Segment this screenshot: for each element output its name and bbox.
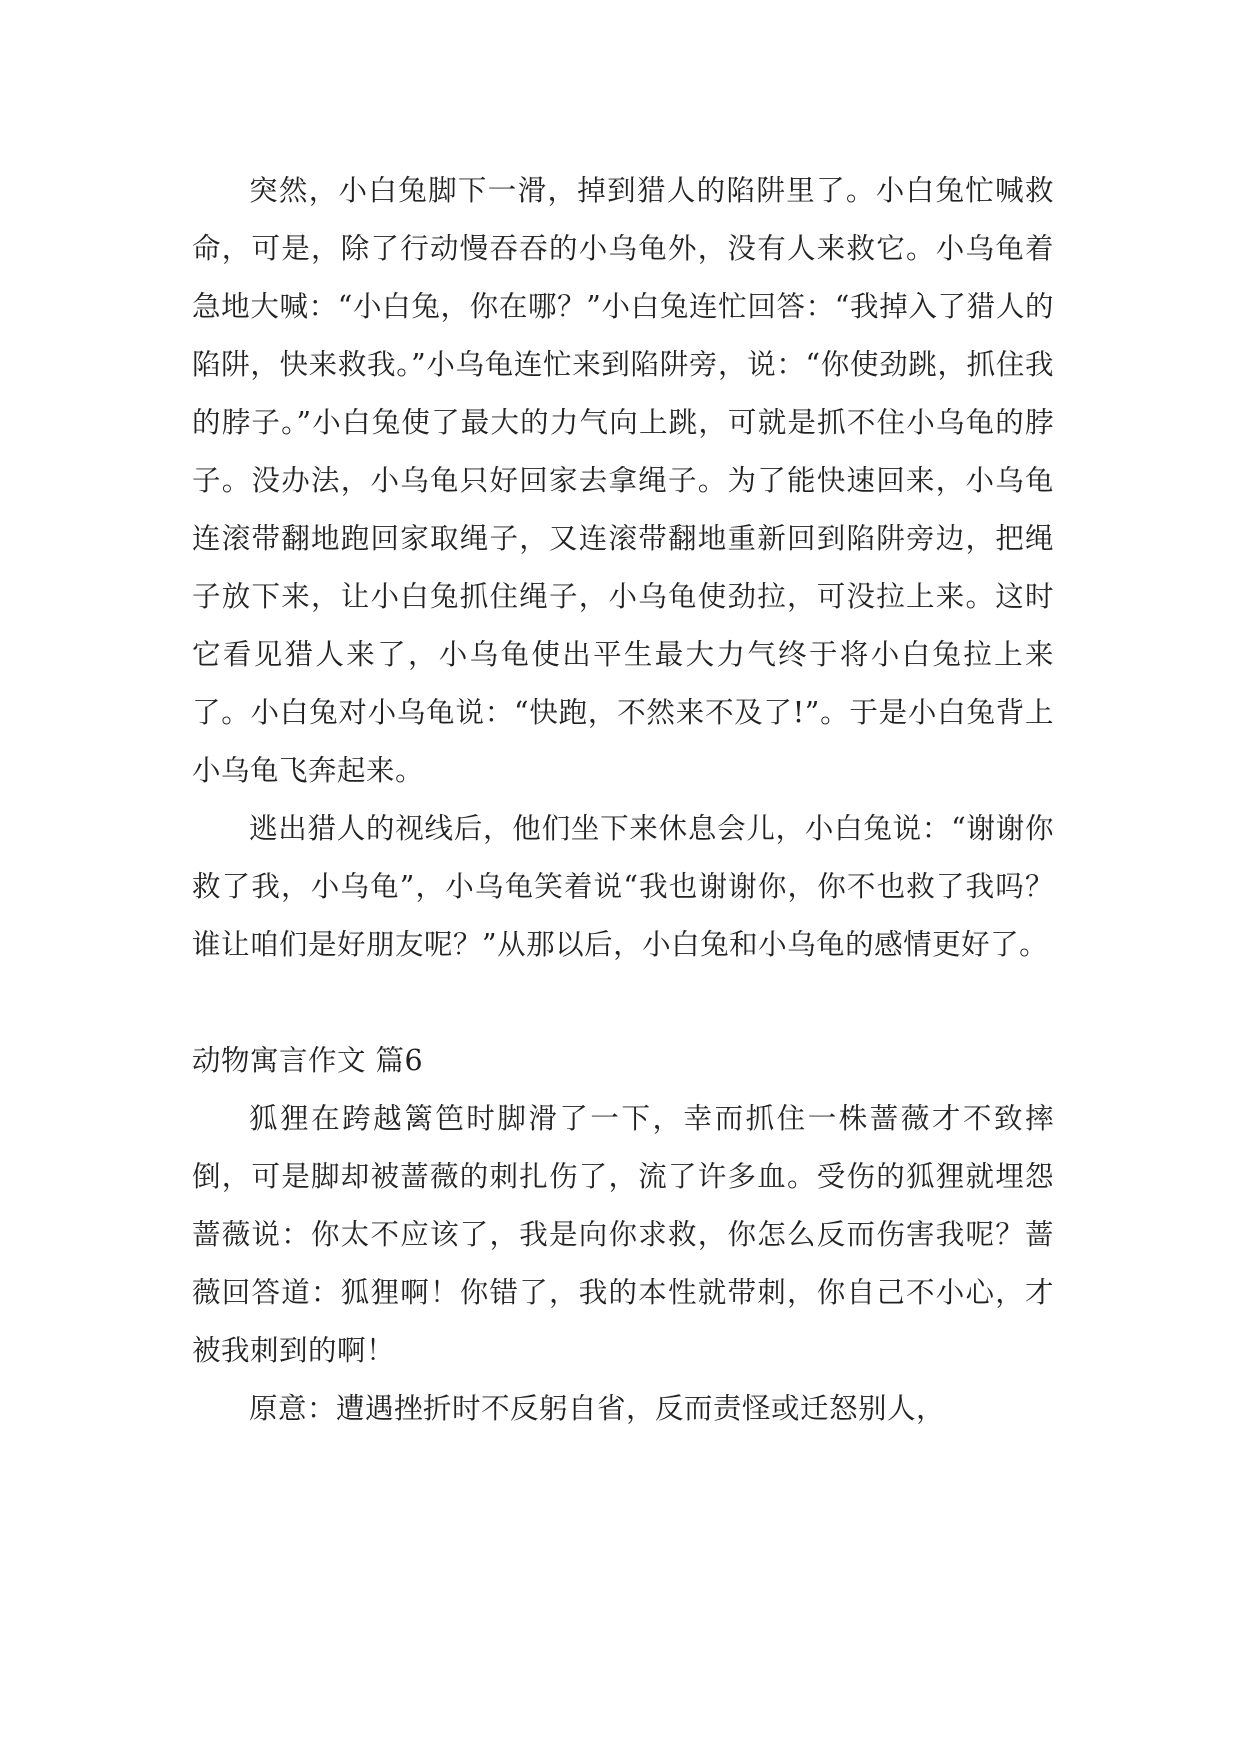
paragraph-rescue-story: 突然，小白兔脚下一滑，掉到猎人的陷阱里了。小白兔忙喊救命，可是，除了行动慢吞吞的小乌龟外，没有人来救它。小乌龟着急地大喊：“小白兔，你在哪？”小白兔连忙回答：“我掉入了猎人的陷阱，快来救我。”小乌龟连忙来到陷阱旁，说：“你使劲跳，抓住我的脖子。”小白兔使了最大的力气向上跳，可就是抓不住小乌龟的脖子。没办法，小乌龟只好回家去拿绳子。为了能快速回来，小乌龟连滚带翻地跑回家取绳子，又连滚带翻地重新回到陷阱旁边，把绳子放下来，让小白兔抓住绳子，小乌龟使劲拉，可没拉上来。这时它看见猎人来了，小乌龟使出平生最大力气终于将小白兔拉上来了。小白兔对小乌龟说：“快跑，不然来不及了!”。于是小白兔背上小乌龟飞奔起来。 bbox=[192, 174, 1054, 787]
section-heading: 动物寓言作文 篇6 bbox=[192, 1044, 424, 1077]
document-body bbox=[192, 162, 1054, 1438]
paragraph-moral: 原意：遭遇挫折时不反躬自省，反而责怪或迁怒别人， bbox=[249, 1392, 946, 1425]
paragraph-friendship: 逃出猎人的视线后，他们坐下来休息会儿，小白兔说：“谢谢你救了我，小乌龟”，小乌龟笑着说“我也谢谢你，你不也救了我吗？谁让咱们是好朋友呢？”从那以后，小白兔和小乌龟的感情更好了。 bbox=[192, 812, 1054, 961]
paragraph-fox-rose: 狐狸在跨越篱笆时脚滑了一下，幸而抓住一株蔷薇才不致摔倒，可是脚却被蔷薇的刺扎伤了，流了许多血。受伤的狐狸就埋怨蔷薇说：你太不应该了，我是向你求救，你怎么反而伤害我呢？蔷薇回答道：狐狸啊！你错了，我的本性就带刺，你自己不小心，才被我刺到的啊！ bbox=[192, 1102, 1054, 1367]
